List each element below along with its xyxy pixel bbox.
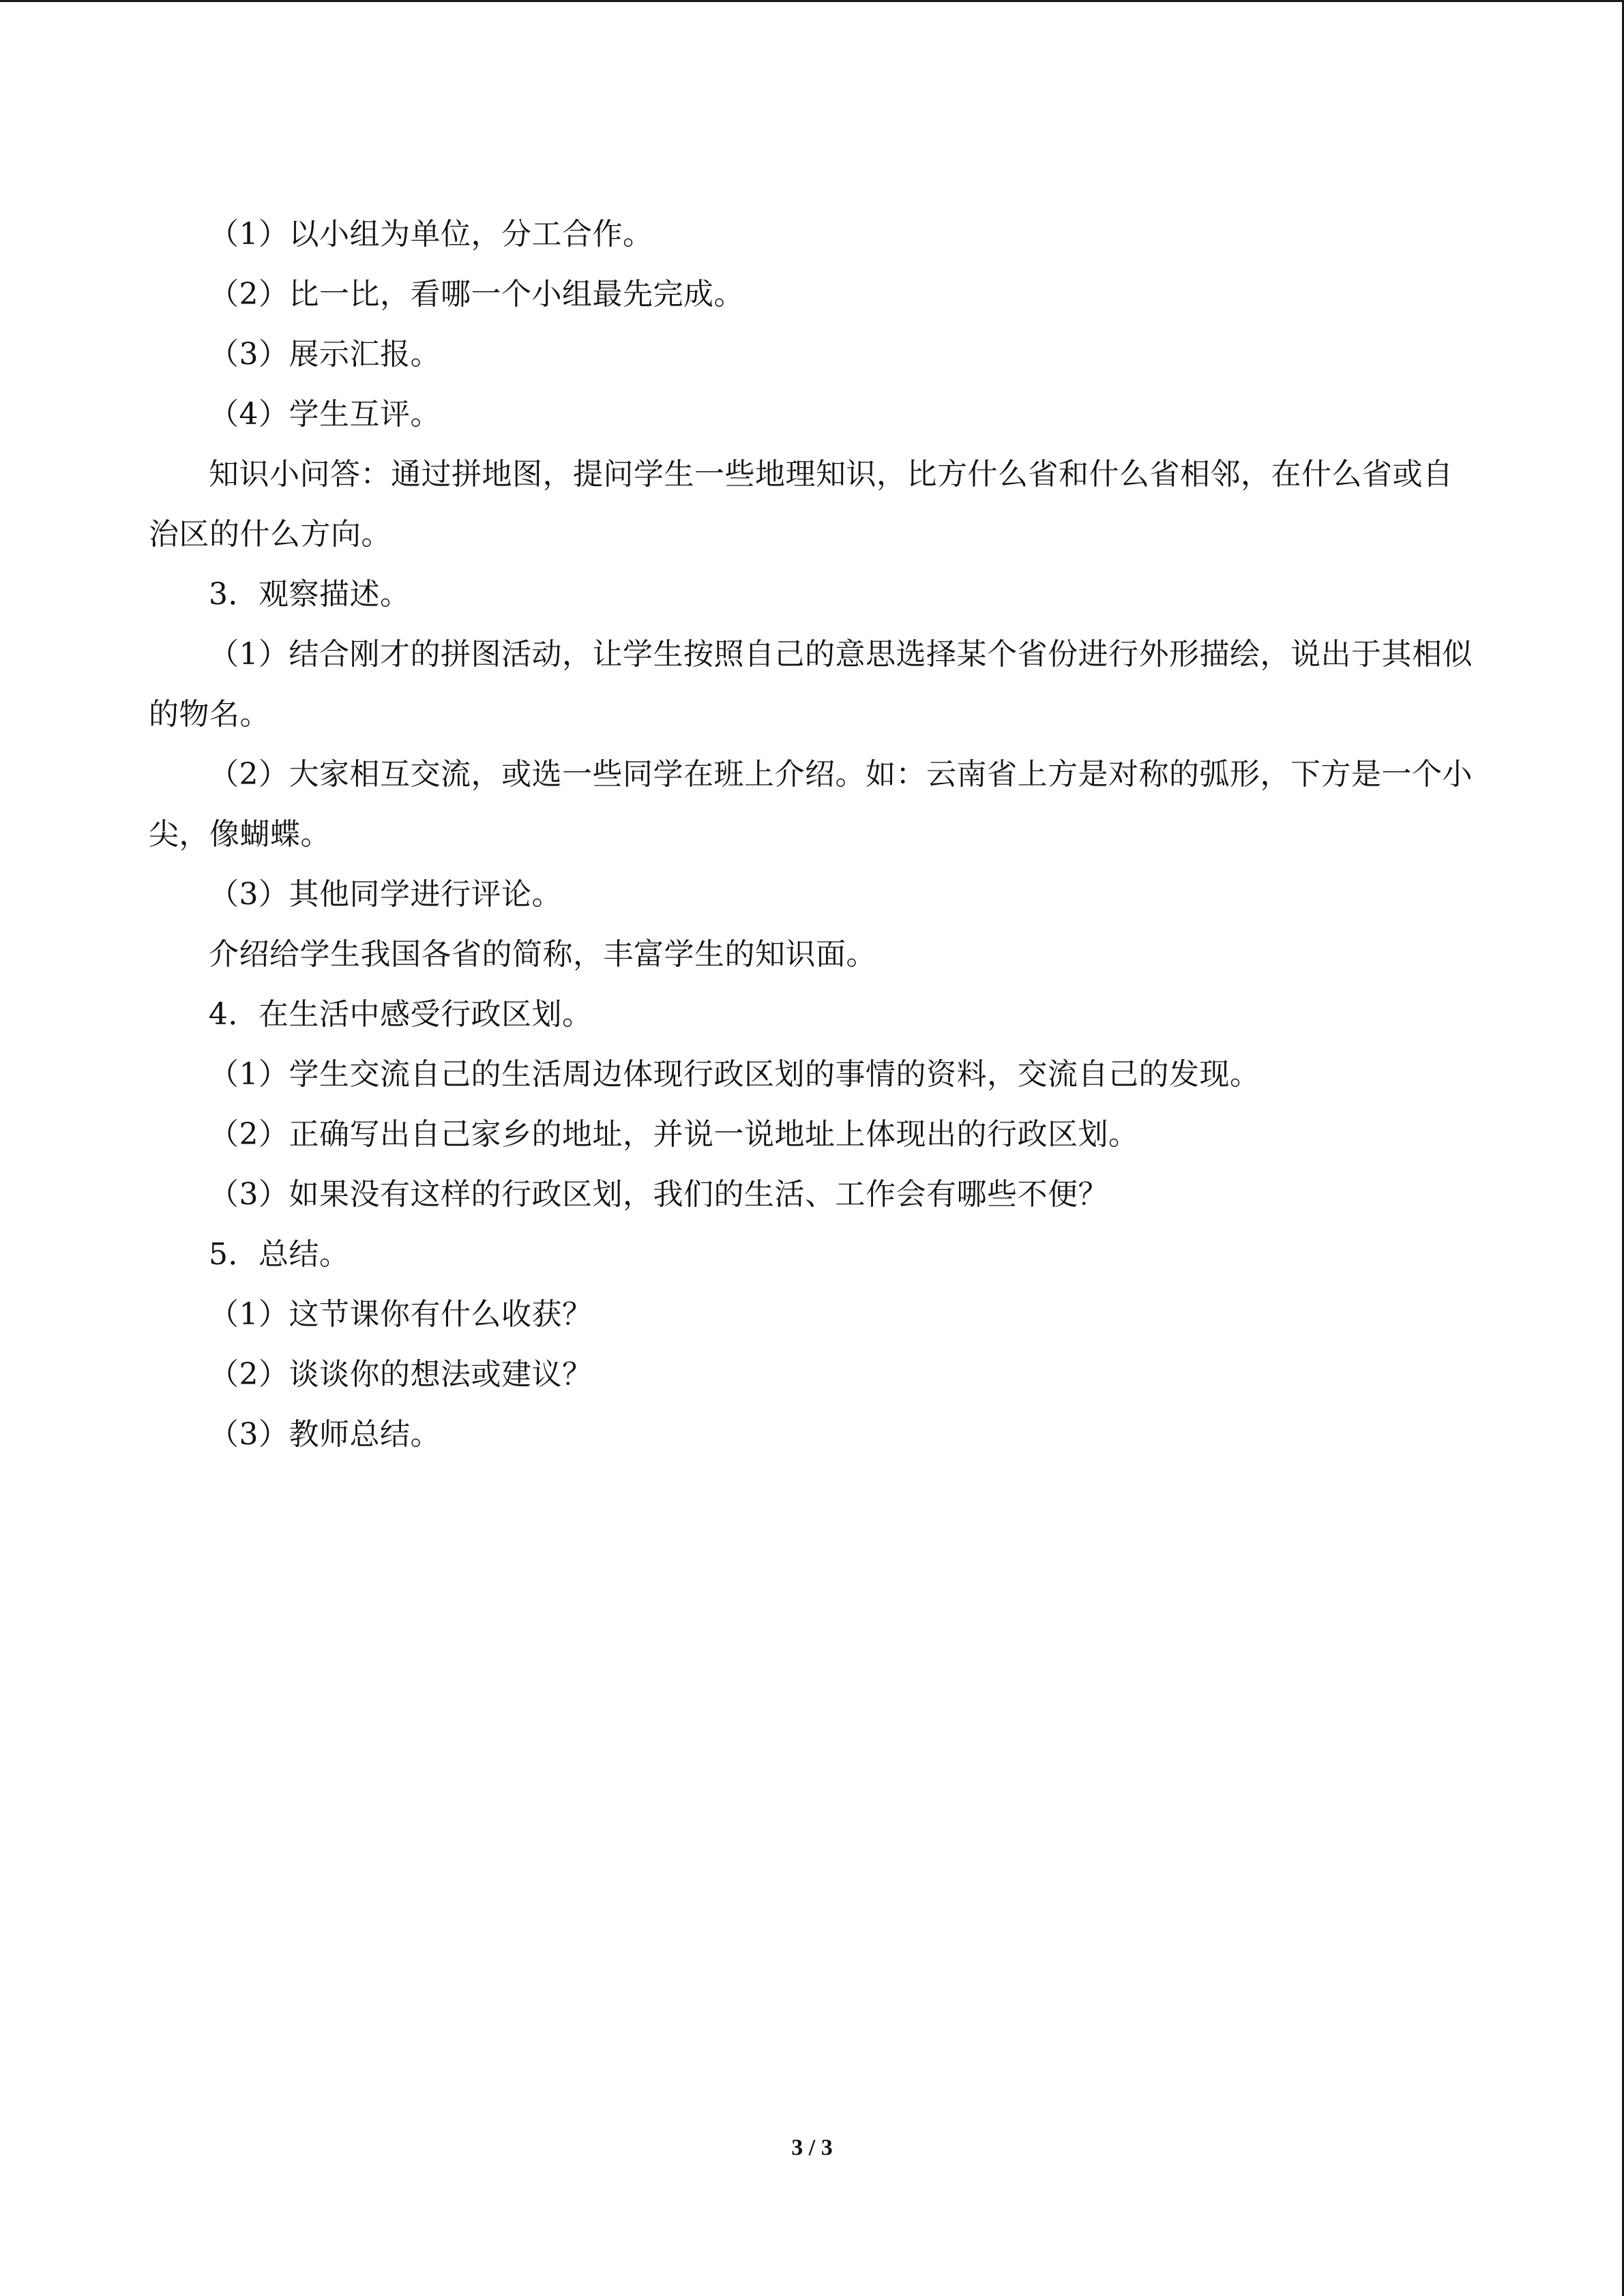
paragraph: （1）以小组为单位，分工合作。 xyxy=(209,217,653,252)
paragraph: （3）教师总结。 xyxy=(209,1417,441,1452)
paragraph: （2）比一比，看哪一个小组最先完成。 xyxy=(209,277,744,312)
paragraph: （3）其他同学进行评论。 xyxy=(209,877,562,912)
paragraph: （3）展示汇报。 xyxy=(209,337,441,372)
paragraph: 知识小问答：通过拼地图，提问学生一些地理知识，比方什么省和什么省相邻，在什么省或自治区的什么方向。 xyxy=(149,457,1453,552)
paragraph: （1）结合刚才的拼图活动，让学生按照自己的意思选择某个省份进行外形描绘，说出于其相似的物名。 xyxy=(149,637,1473,732)
paragraph: （1）学生交流自己的生活周边体现行政区划的事情的资料，交流自己的发现。 xyxy=(209,1057,1260,1092)
page-top-border xyxy=(0,0,1624,2)
paragraph: （3）如果没有这样的行政区划，我们的生活、工作会有哪些不便？ xyxy=(209,1177,1108,1212)
document-body xyxy=(149,205,1475,1465)
paragraph: （1）这节课你有什么收获？ xyxy=(209,1297,593,1332)
paragraph: （2）正确写出自己家乡的地址，并说一说地址上体现出的行政区划。 xyxy=(209,1117,1139,1152)
section-heading: 3．观察描述。 xyxy=(209,577,411,612)
paragraph: （2）大家相互交流，或选一些同学在班上介绍。如：云南省上方是对称的弧形，下方是一个小尖，像蝴蝶。 xyxy=(149,757,1473,852)
paragraph: 介绍给学生我国各省的简称，丰富学生的知识面。 xyxy=(209,937,876,972)
paragraph: （4）学生互评。 xyxy=(209,397,441,432)
section-heading: 5．总结。 xyxy=(209,1237,350,1272)
page-number: 3 / 3 xyxy=(791,2135,833,2160)
paragraph: （2）谈谈你的想法或建议？ xyxy=(209,1357,593,1392)
section-heading: 4．在生活中感受行政区划。 xyxy=(209,997,593,1032)
